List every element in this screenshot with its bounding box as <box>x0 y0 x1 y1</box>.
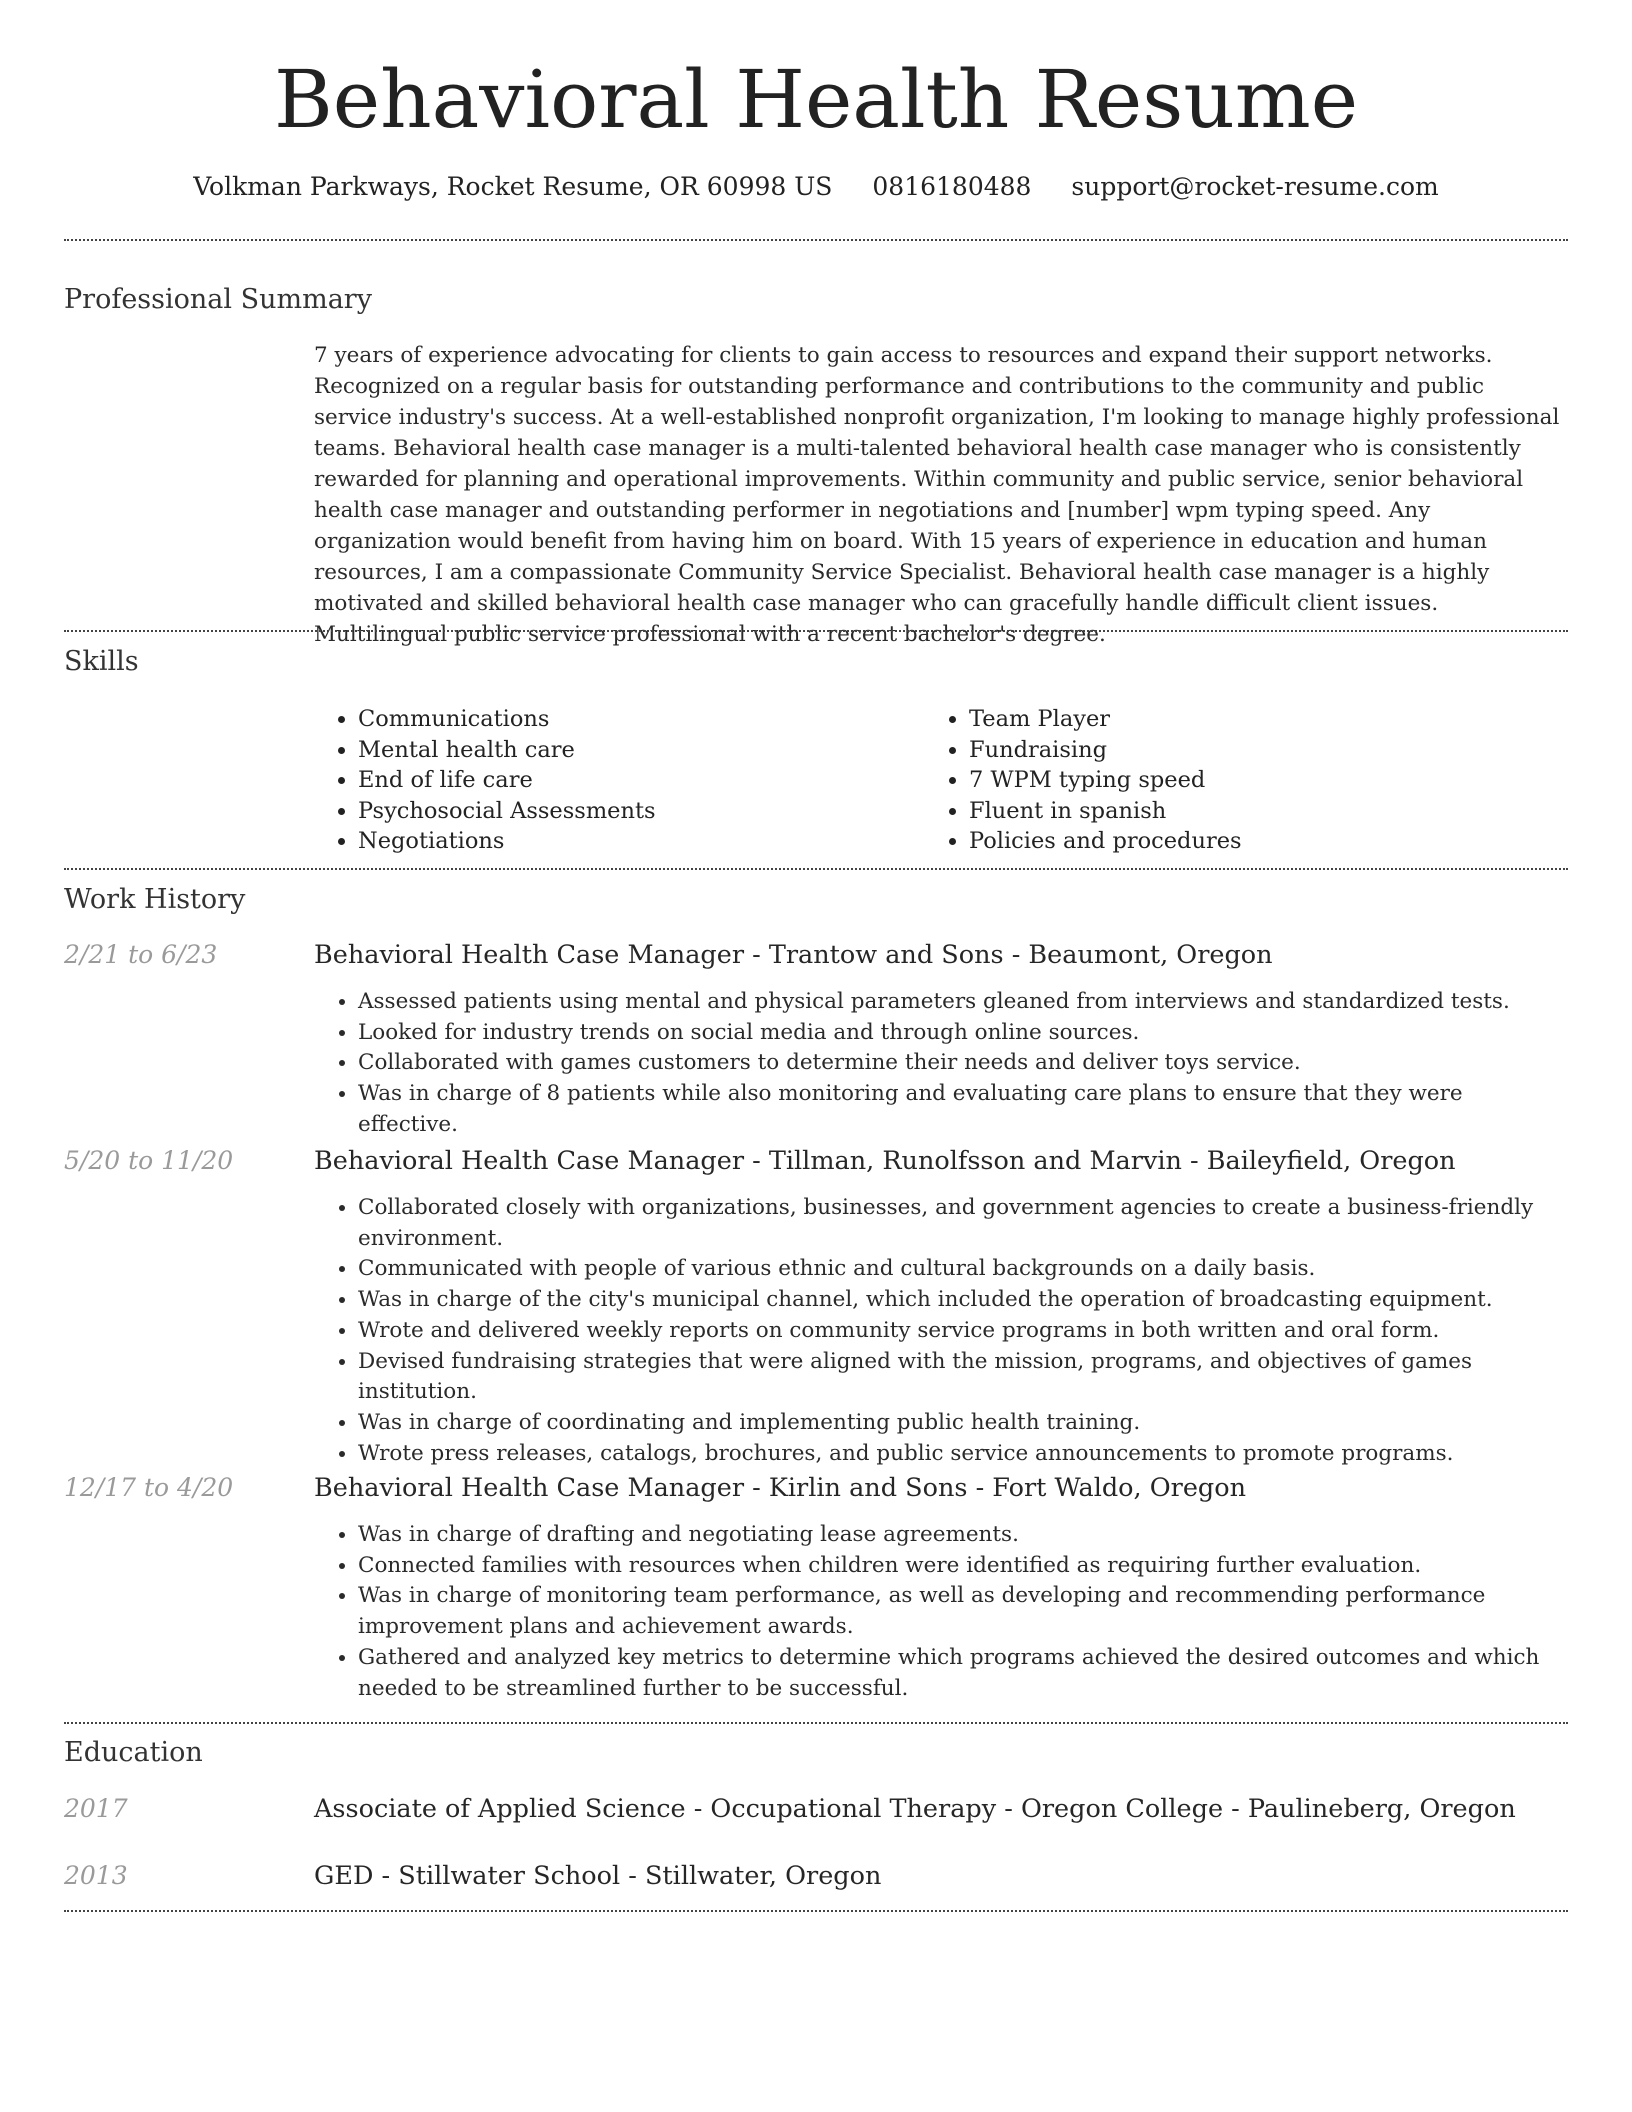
job-bullet: • Connected families with resources when children were identified as requiring further evaluation. <box>358 1551 1568 1582</box>
job-bullet: • Was in charge of 8 patients while also monitoring and evaluating care plans to ensure that they were effective. <box>358 1079 1568 1140</box>
skill-item: • Team Player <box>969 704 1569 735</box>
job-bullets <box>314 1193 1568 1469</box>
job-title: Behavioral Health Case Manager - Tillman, Runolfsson and Marvin - Baileyfield, Oregon <box>314 1146 1456 1176</box>
job-bullet: • Wrote press releases, catalogs, brochures, and public service announcements to promote programs. <box>358 1439 1568 1470</box>
job-dates: 12/17 to 4/20 <box>64 1473 234 1502</box>
work-heading: Work History <box>64 884 246 915</box>
job-bullet: • Devised fundraising strategies that were aligned with the mission, programs, and objectives of games institution. <box>358 1347 1568 1408</box>
education-heading: Education <box>64 1737 203 1768</box>
phone-text: 0816180488 <box>872 172 1032 201</box>
divider <box>64 630 1568 632</box>
job-bullet: • Collaborated closely with organizations, businesses, and government agencies to create a business-friendly environment. <box>358 1193 1568 1254</box>
resume-title: Behavioral Health Resume <box>273 53 1359 146</box>
education-entry: GED - Stillwater School - Stillwater, Oregon <box>314 1861 882 1891</box>
skills-list-left <box>314 704 918 857</box>
skill-item: • 7 WPM typing speed <box>969 765 1569 796</box>
skill-item: • Psychosocial Assessments <box>358 796 918 827</box>
job-bullet: • Gathered and analyzed key metrics to determine which programs achieved the desired outcomes and which needed to be streamlined further to be successful. <box>358 1643 1568 1704</box>
job-dates: 2/21 to 6/23 <box>64 940 218 969</box>
skills-list-right <box>925 704 1569 857</box>
job-bullets <box>314 1520 1568 1704</box>
skill-item: • Fundraising <box>969 735 1569 766</box>
contact-line <box>0 170 1632 204</box>
job-bullet: • Was in charge of monitoring team performance, as well as developing and recommending performance improvement plans and achievement awards. <box>358 1581 1568 1642</box>
job-bullet: • Was in charge of the city's municipal channel, which included the operation of broadcasting equipment. <box>358 1285 1568 1316</box>
skill-item: • Negotiations <box>358 826 918 857</box>
divider <box>64 1722 1568 1724</box>
job-dates: 5/20 to 11/20 <box>64 1146 234 1175</box>
job-bullet: • Was in charge of coordinating and implementing public health training. <box>358 1408 1568 1439</box>
skills-heading: Skills <box>64 646 139 677</box>
divider <box>64 868 1568 870</box>
job-bullet: • Looked for industry trends on social media and through online sources. <box>358 1018 1568 1049</box>
job-bullet: • Assessed patients using mental and physical parameters gleaned from interviews and standardized tests. <box>358 987 1568 1018</box>
job-title: Behavioral Health Case Manager - Trantow and Sons - Beaumont, Oregon <box>314 940 1273 970</box>
job-bullets <box>314 987 1568 1141</box>
skill-item: • Mental health care <box>358 735 918 766</box>
job-title: Behavioral Health Case Manager - Kirlin and Sons - Fort Waldo, Oregon <box>314 1473 1247 1503</box>
job-bullet: • Wrote and delivered weekly reports on community service programs in both written and oral form. <box>358 1316 1568 1347</box>
education-year: 2017 <box>64 1794 128 1823</box>
skill-item: • End of life care <box>358 765 918 796</box>
skill-item: • Fluent in spanish <box>969 796 1569 827</box>
job-bullet: • Collaborated with games customers to determine their needs and deliver toys service. <box>358 1048 1568 1079</box>
skill-item: • Communications <box>358 704 918 735</box>
job-bullet: • Communicated with people of various ethnic and cultural backgrounds on a daily basis. <box>358 1254 1568 1285</box>
summary-text: 7 years of experience advocating for clients to gain access to resources and expand their support networks. Recognized on a regular basis for outstanding performance and contributions to the community and public service industry's success. At a well-established nonprofit organization, I'm looking to manage highly professional teams. Behavioral health case manager is a multi-talented behavioral health case manager who is consistently rewarded for planning and operational improvements. Within community and public service, senior behavioral health case manager and outstanding performer in negotiations and [number] wpm typing speed. Any organization would benefit from having him on board. With 15 years of experience in education and human resources, I am a compassionate Community Service Specialist. Behavioral health case manager is a highly motivated and skilled behavioral health case manager who can gracefully handle difficult client issues. Multilingual public service professional with a recent bachelor's degree. <box>314 343 1560 647</box>
summary-heading: Professional Summary <box>64 284 372 315</box>
divider <box>64 1910 1568 1912</box>
education-year: 2013 <box>64 1861 128 1890</box>
job-bullet: • Was in charge of drafting and negotiating lease agreements. <box>358 1520 1568 1551</box>
email-text: support@rocket-resume.com <box>1071 172 1439 201</box>
education-entry: Associate of Applied Science - Occupational Therapy - Oregon College - Paulineberg, Oregon <box>314 1794 1516 1824</box>
address-text: Volkman Parkways, Rocket Resume, OR 60998 US <box>193 172 833 201</box>
divider <box>64 239 1568 241</box>
skill-item: • Policies and procedures <box>969 826 1569 857</box>
